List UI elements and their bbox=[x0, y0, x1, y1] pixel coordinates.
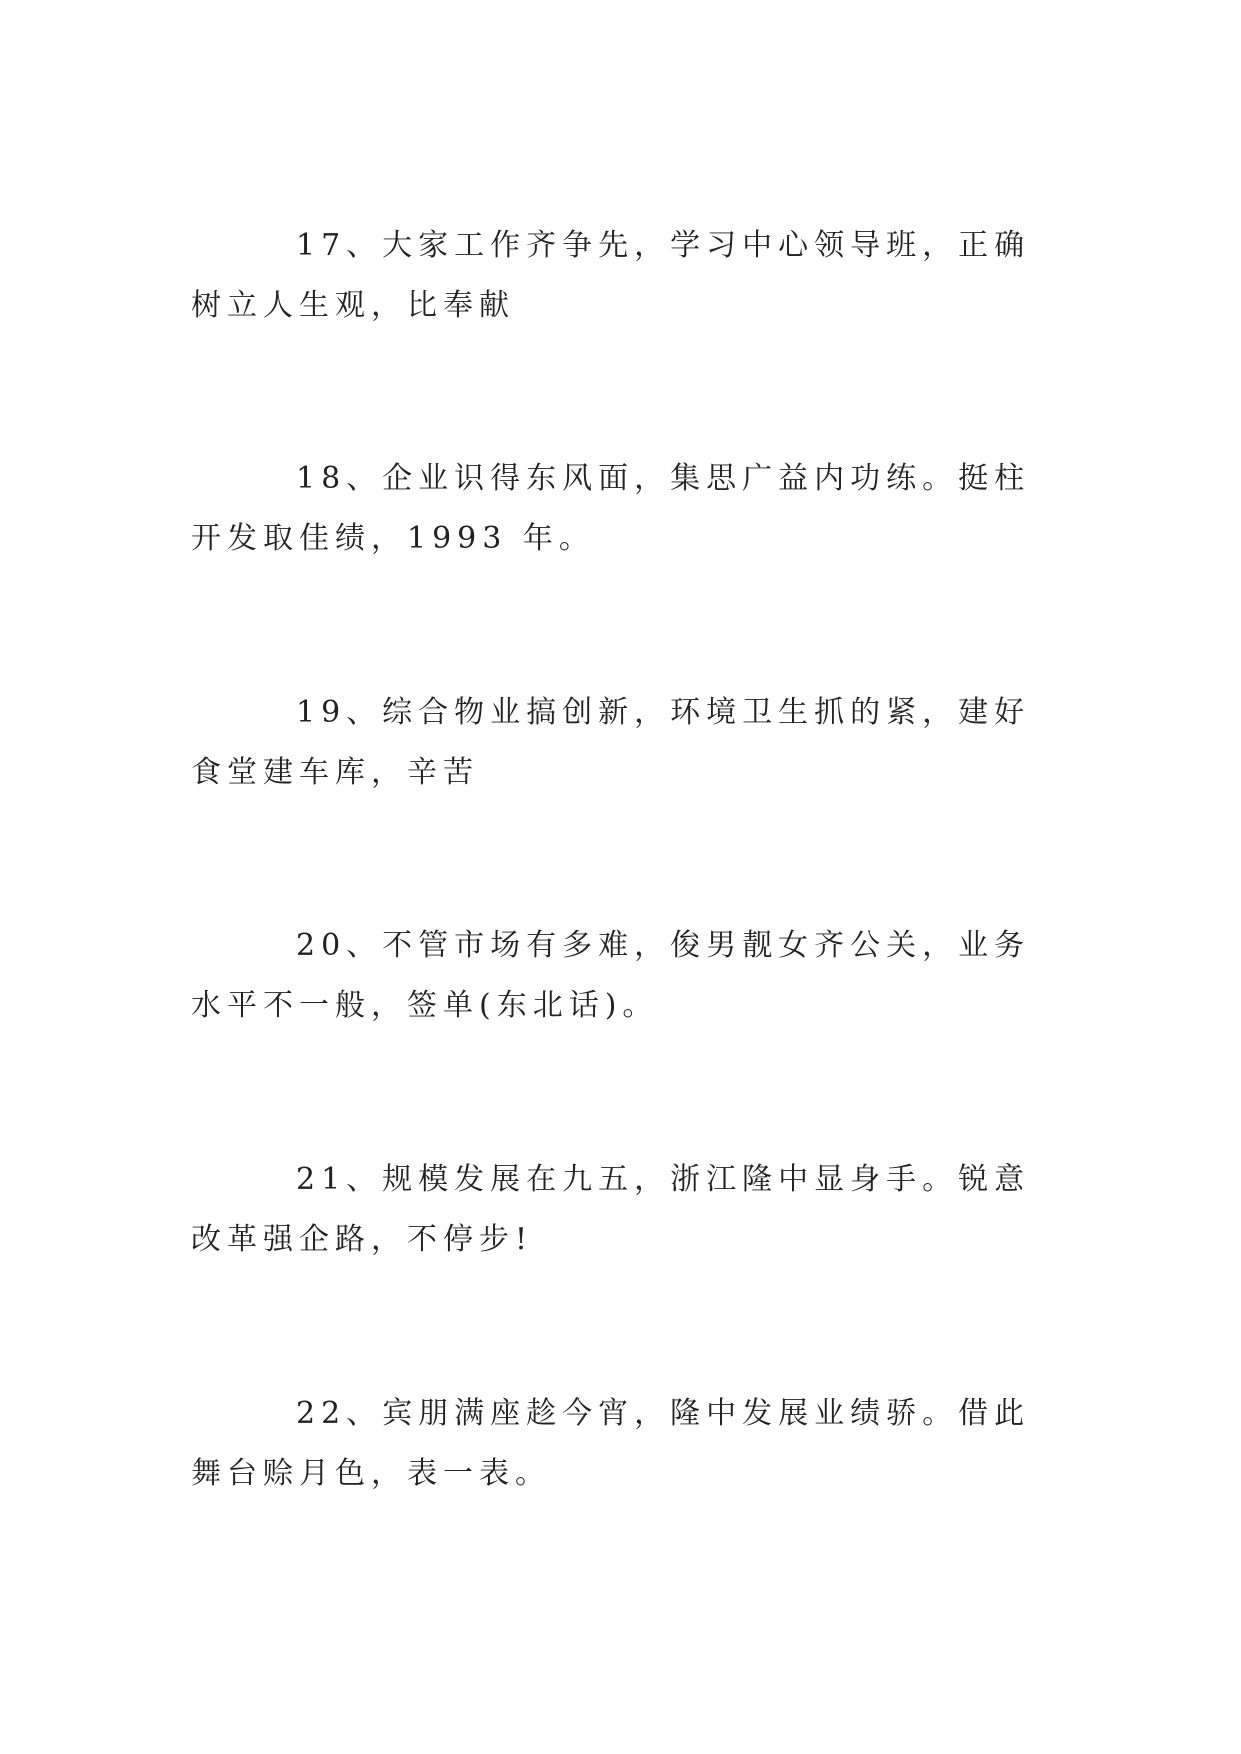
slogan-paragraph-19: 19、综合物业搞创新，环境卫生抓的紧，建好食堂建车库，辛苦 bbox=[191, 695, 1031, 790]
slogan-paragraph-21: 21、规模发展在九五，浙江隆中显身手。锐意改革强企路，不停步! bbox=[191, 1162, 1031, 1257]
slogan-paragraph-17: 17、大家工作齐争先，学习中心领导班，正确树立人生观，比奉献 bbox=[191, 228, 1031, 323]
slogan-paragraph-22: 22、宾朋满座趁今宵，隆中发展业绩骄。借此舞台赊月色，表一表。 bbox=[191, 1396, 1031, 1491]
slogan-paragraph-20: 20、不管市场有多难，俊男靓女齐公关，业务水平不一般，签单(东北话)。 bbox=[191, 928, 1031, 1023]
slogan-paragraph-18: 18、企业识得东风面，集思广益内功练。挺柱开发取佳绩，1993 年。 bbox=[191, 461, 1031, 556]
